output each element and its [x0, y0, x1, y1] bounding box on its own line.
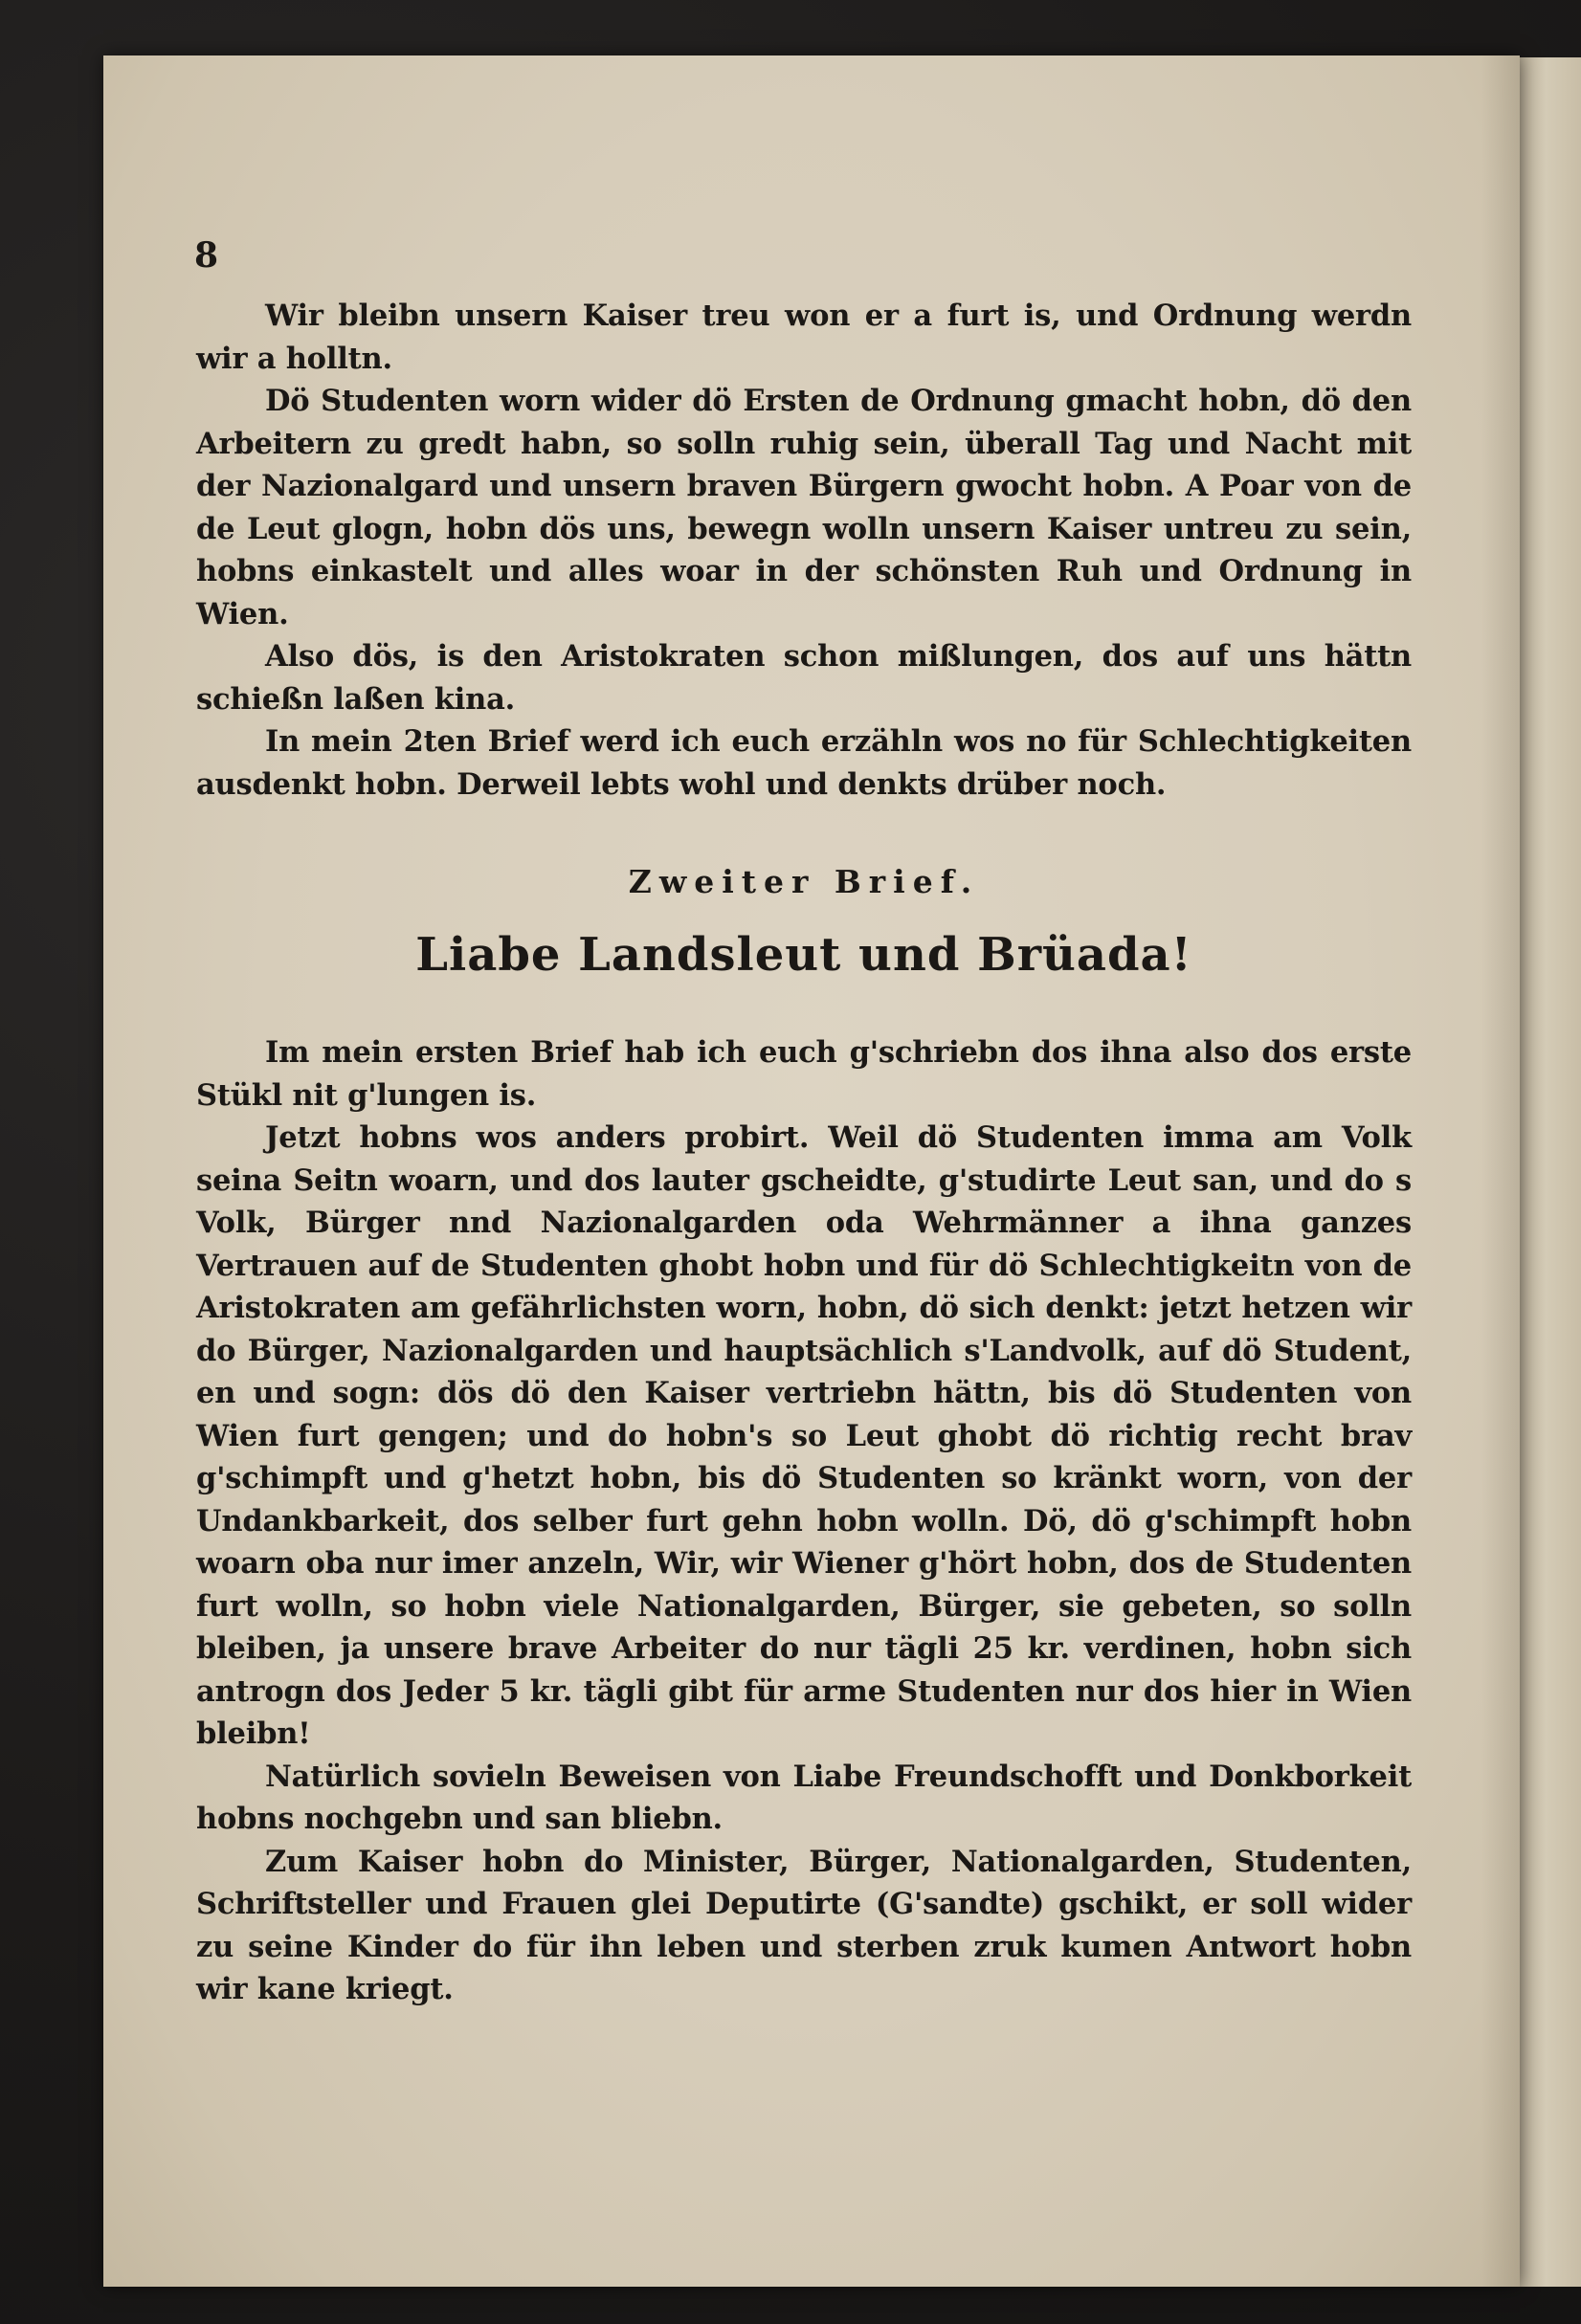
section-subtitle: Liabe Landsleut und Brüada! [415, 928, 1192, 982]
section-title: Zweiter Brief. [628, 863, 980, 900]
body-paragraph-1: Im mein ersten Brief hab ich euch g'schriebn dos ihna also dos erste Stükl nit g'lungen is. [196, 1035, 1412, 1113]
page-text [196, 237, 1412, 2011]
body-paragraph-2: Jetzt hobns wos anders probirt. Weil dö Studenten imma am Volk seina Seitn woarn, und dos lauter gscheidte, g'studirte Leut san, und do s Volk, Bürger nnd Nazionalgarden oda Wehrmänner a ihna ganzes Vertrauen auf de Studenten ghobt hobn und für dö Schlechtigkeitn von de Aristokraten am gefährlichsten worn, hobn, dö sich denkt: jetzt hetzen wir do Bürger, Nazionalgarden und hauptsächlich s'Landvolk, auf dö Student, en und sogn: dös dö den Kaiser vertriebn hättn, bis dö Studenten von Wien furt gengen; und do hobn's so Leut ghobt dö richtig recht brav g'schimpft und g'hetzt hobn, bis dö Studenten so kränkt worn, von der Undankbarkeit, dos selber furt gehn hobn wolln. Dö, dö g'schimpft hobn woarn oba nur imer anzeln, Wir, wir Wiener g'hört hobn, dos de Studenten furt wolln, so hobn viele Nationalgarden, Bürger, sie gebeten, so solln bleiben, ja unsere brave Arbeiter do nur tägli 25 kr. verdinen, hobn sich antrogn dos Jeder 5 kr. tägli gibt für arme Studenten nur dos hier in Wien bleibn! [196, 1120, 1412, 1751]
header-spacer [196, 237, 1412, 295]
intro-paragraph-1: Wir bleibn unsern Kaiser treu won er a furt is, und Ordnung werdn wir a holltn. [196, 299, 1412, 376]
body-paragraph-4: Zum Kaiser hobn do Minister, Bürger, Nationalgarden, Studenten, Schriftsteller und Frauen glei Deputirte (G'sandte) gschikt, er soll wider zu seine Kinder do für ihn leben und sterben zruk kumen Antwort hobn wir kane kriegt. [196, 1844, 1412, 2006]
page-number: 8 [194, 235, 219, 276]
intro-paragraph-4: In mein 2ten Brief werd ich euch erzähln wos no für Schlechtigkeiten ausdenkt hobn. Derweil lebts wohl und denkts drüber noch. [196, 724, 1412, 802]
body-paragraph-3: Natürlich sovieln Beweisen von Liabe Freundschofft und Donkborkeit hobns nochgebn und san bliebn. [196, 1759, 1412, 1836]
intro-paragraph-2: Dö Studenten worn wider dö Ersten de Ordnung gmacht hobn, dö den Arbeitern zu gredt habn, so solln ruhig sein, überall Tag und Nacht mit der Nazionalgard und unsern braven Bürgern gwocht hobn. A Poar von de de Leut glogn, hobn dös uns, bewegn wolln unsern Kaiser untreu zu sein, hobns einkastelt und alles woar in der schönsten Ruh und Ordnung in Wien. [196, 384, 1412, 631]
next-page-edge [1517, 57, 1581, 2287]
intro-paragraph-3: Also dös, is den Aristokraten schon mißlungen, dos auf uns hättn schießn laßen kina. [196, 639, 1412, 717]
